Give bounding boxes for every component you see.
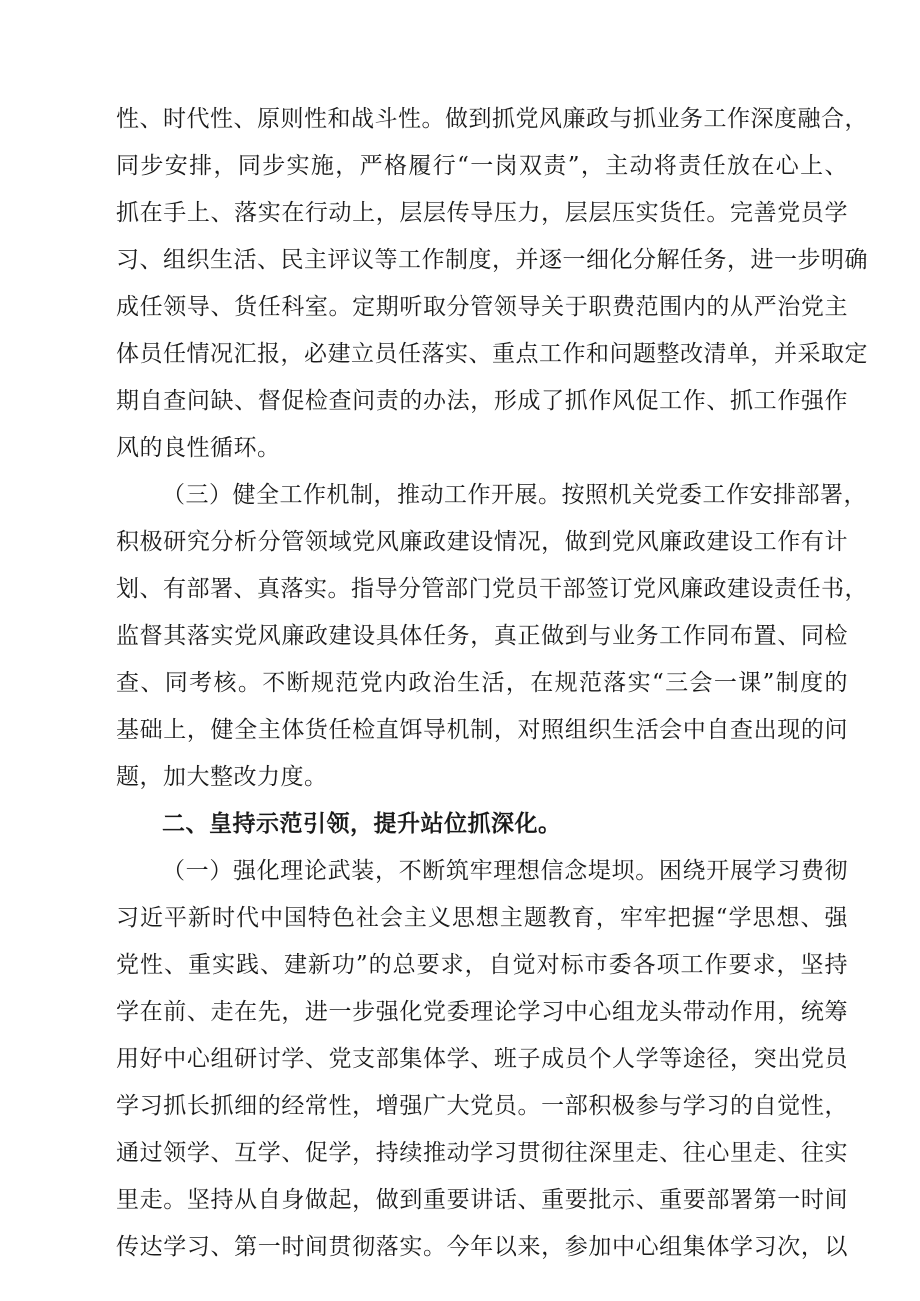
text-line: 学在前、走在先，进一步强化党委理论学习中心组龙头带动作用，统筹 <box>116 999 848 1025</box>
paragraph-start-line: （一）强化理论武装，不断筑牢理想信念堤坝。困绕开展学习费彻 <box>162 858 848 884</box>
paragraph-start-line: （三）健全工作机制，推动工作开展。按照机关党委工作安排部署， <box>162 482 867 508</box>
text-line: 基础上，健全主体货任检直饵导机制，对照组织生活会中自查出现的问 <box>116 717 848 743</box>
text-line: 期自查问缺、督促检查问责的办法，形成了抓作风促工作、抓工作强作 <box>116 388 848 414</box>
text-line: 抓在手上、落实在行动上，层层传导压力，层层压实货任。完善党员学 <box>116 200 848 226</box>
text-line: 习、组织生活、民主评议等工作制度，并逐一细化分解任务，进一步明确 <box>116 247 868 273</box>
text-line: 通过领学、互学、促学，持续推动学习贯彻往深里走、往心里走、往实 <box>116 1140 848 1166</box>
text-line: 学习抓长抓细的经常性，增强广大党员。一部积极参与学习的自觉性， <box>116 1093 848 1119</box>
text-line: 体员任情况汇报，必建立员任落实、重点工作和问题整改清单，并采取定 <box>116 341 868 367</box>
text-line: 风的良性循环。 <box>116 435 281 461</box>
text-line: 传达学习、第一时间贯彻落实。今年以来，参加中心组集体学习次，以 <box>116 1234 848 1260</box>
document-body <box>116 96 868 1271</box>
text-line: 积极研究分析分管领域党风廉政建设情况，做到党风廉政建设工作有计 <box>116 529 848 555</box>
text-line: 党性、重实践、建新功”的总要求，自觉对标市委各项工作要求，坚持 <box>116 952 848 978</box>
text-line: 用好中心组研讨学、党支部集体学、班子成员个人学等途径，突出党员 <box>116 1046 848 1072</box>
text-line: 划、有部署、真落实。指导分管部门党员干部签订党风廉政建设责任书， <box>116 576 868 602</box>
text-line: 习近平新时代中国特色社会主义思想主题教育，牢牢把握“学思想、强 <box>116 905 848 931</box>
text-line: 同步安排，同步实施，严格履行“一岗双责”，主动将责任放在心上、 <box>116 153 848 179</box>
text-line: 题，加大整改力度。 <box>116 764 328 790</box>
text-line: 监督其落实党风廉政建设具体任务，真正做到与业务工作同布置、同检 <box>116 623 848 649</box>
text-line: 成任领导、货任科室。定期听取分管领导关于职费范围内的从严治党主 <box>116 294 848 320</box>
text-line: 性、时代性、原则性和战斗性。做到抓党风廉政与抓业务工作深度融合， <box>116 106 868 132</box>
text-line: 查、同考核。不断规范党内政治生活，在规范落实“三会一课”制度的 <box>116 670 848 696</box>
text-line: 里走。坚持从自身做起，做到重要讲话、重要批示、重要部署第一时间 <box>116 1187 848 1213</box>
section-heading: 二、皇持示范引领，提升站位抓深化。 <box>162 811 562 837</box>
